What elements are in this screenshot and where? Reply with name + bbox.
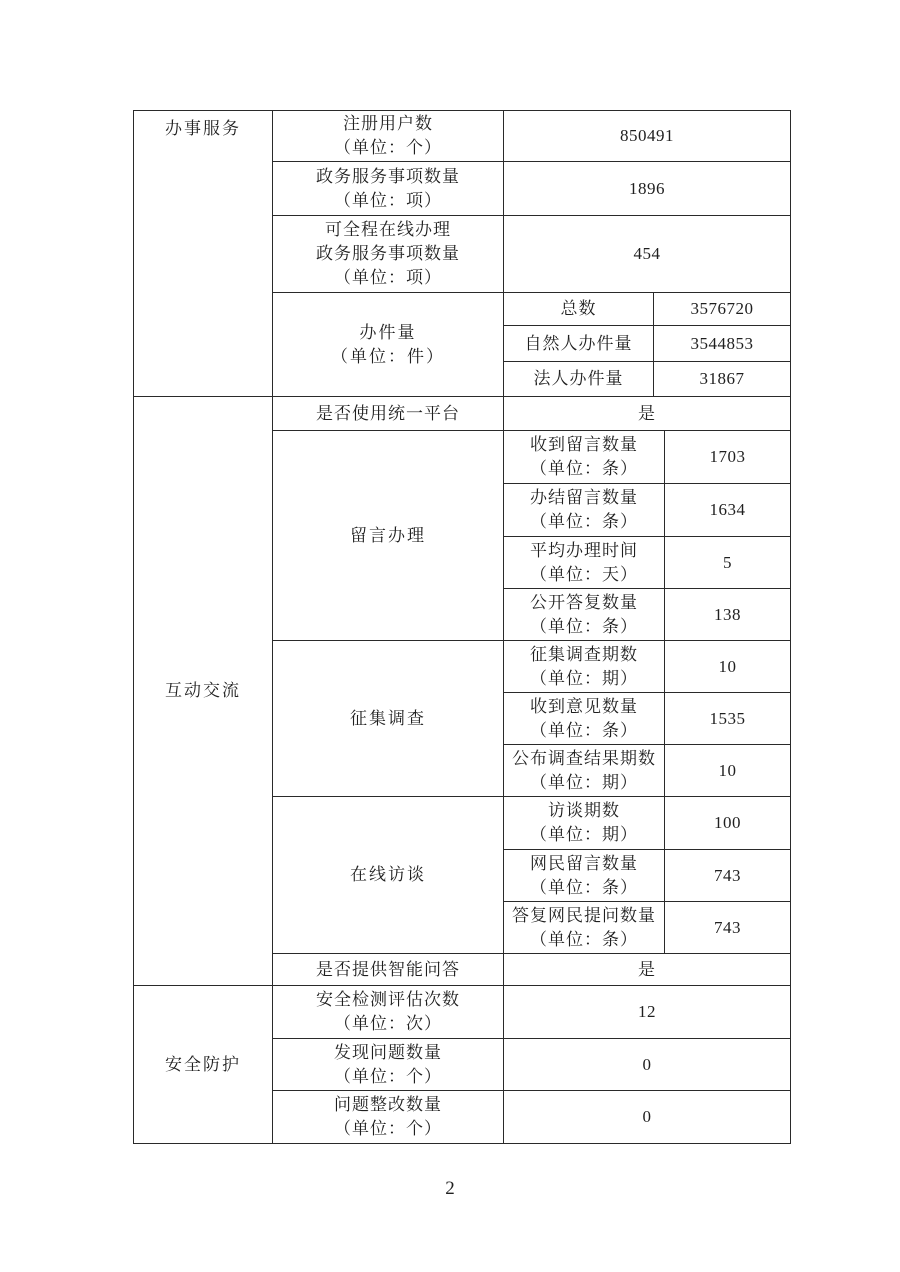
metric-label-line: 可全程在线办理 [325,220,451,239]
metric-label-line: 答复网民提问数量 [512,905,656,925]
sub-label-messages-received [504,431,665,484]
metric-label-problems-found [273,1039,504,1091]
group-cell-survey-collection: 征集调查 [273,641,504,797]
metric-label-security-assessments [273,986,504,1039]
group-cell-case-volume [273,293,504,397]
table-section-office-services [133,110,791,397]
table-row [134,111,791,162]
metric-unit-line: （单位：天） [530,564,638,584]
group-cell-message-handling: 留言办理 [273,431,504,641]
group-label-line: 办件量 [359,322,417,342]
metric-label-line: 访谈期数 [548,801,620,820]
group-cell-online-interview: 在线访谈 [273,797,504,954]
sub-label-survey-periods [504,641,665,693]
metric-unit-line: （单位：条） [530,720,638,740]
metric-label-line: 征集调查期数 [530,644,638,664]
sub-value-messages-completed: 1634 [665,484,791,537]
sub-value-legal-person: 31867 [654,362,791,397]
sub-label-opinions-received [504,693,665,745]
metric-label-line: 网民留言数量 [530,853,638,873]
metric-label-service-items [273,162,504,216]
metric-label-line: 办结留言数量 [530,488,638,507]
metric-value-service-items: 1896 [504,162,791,216]
metric-label-line: 注册用户数 [343,114,433,133]
metric-label-problems-rectified [273,1091,504,1144]
sub-value-natural-person: 3544853 [654,326,791,362]
sub-label-legal-person: 法人办件量 [504,362,654,397]
category-cell-interaction: 互动交流 [134,397,273,986]
sub-label-results-published [504,745,665,797]
metric-label-smart-qa: 是否提供智能问答 [273,954,504,986]
sub-value-interview-periods: 100 [665,797,791,850]
metric-unit-line: （单位：条） [530,512,638,531]
metric-value-online-items: 454 [504,216,791,293]
metric-unit-line: （单位：次） [334,1014,442,1033]
page-number: 2 [445,1178,455,1199]
metric-unit-line: （单位：条） [530,877,638,897]
metric-label-registered-users [273,111,504,162]
category-cell-security: 安全防护 [134,986,273,1144]
metric-label-line: 发现问题数量 [334,1042,442,1062]
sub-value-netizen-messages: 743 [665,850,791,902]
metric-label-line: 政务服务事项数量 [316,244,460,263]
sub-value-questions-answered: 743 [665,902,791,954]
metric-label-online-items [273,216,504,293]
sub-label-total: 总数 [504,293,654,326]
metric-label-line: 公开答复数量 [530,592,638,612]
sub-label-natural-person: 自然人办件量 [504,326,654,362]
sub-label-netizen-messages [504,850,665,902]
group-unit-line: （单位：件） [331,346,445,366]
metric-unit-line: （单位：个） [334,138,442,157]
metric-unit-line: （单位：个） [334,1066,442,1086]
sub-value-results-published: 10 [665,745,791,797]
metric-unit-line: （单位：条） [530,616,638,636]
metric-unit-line: （单位：条） [530,459,638,478]
sub-label-interview-periods [504,797,665,850]
metric-unit-line: （单位：项） [334,190,442,210]
metric-label-line: 安全检测评估次数 [316,990,460,1009]
table-section-interaction [133,396,791,986]
sub-label-messages-completed [504,484,665,537]
sub-value-average-handling-time: 5 [665,537,791,589]
sub-value-total: 3576720 [654,293,791,326]
metric-unit-line: （单位：项） [334,268,442,287]
table-section-security [133,985,791,1144]
metric-value-unified-platform: 是 [504,397,791,431]
report-table [133,110,791,1144]
metric-label-line: 收到留言数量 [530,435,638,454]
metric-value-registered-users: 850491 [504,111,791,162]
metric-value-security-assessments: 12 [504,986,791,1039]
sub-value-messages-received: 1703 [665,431,791,484]
metric-value-problems-found: 0 [504,1039,791,1091]
sub-label-questions-answered [504,902,665,954]
metric-label-line: 政务服务事项数量 [316,166,460,186]
metric-value-smart-qa: 是 [504,954,791,986]
metric-label-line: 公布调查结果期数 [512,748,656,768]
metric-label-line: 平均办理时间 [530,540,638,560]
metric-label-unified-platform: 是否使用统一平台 [273,397,504,431]
metric-unit-line: （单位：期） [530,668,638,688]
sub-label-public-replies [504,589,665,641]
sub-value-public-replies: 138 [665,589,791,641]
table-row [134,986,791,1039]
metric-unit-line: （单位：期） [530,825,638,844]
table-row [134,397,791,431]
category-cell-office-services: 办事服务 [134,111,273,397]
metric-unit-line: （单位：个） [334,1119,442,1138]
metric-unit-line: （单位：期） [530,772,638,792]
metric-unit-line: （单位：条） [530,929,638,949]
sub-value-survey-periods: 10 [665,641,791,693]
sub-value-opinions-received: 1535 [665,693,791,745]
sub-label-average-handling-time [504,537,665,589]
metric-label-line: 收到意见数量 [530,696,638,716]
metric-value-problems-rectified: 0 [504,1091,791,1144]
metric-label-line: 问题整改数量 [334,1095,442,1114]
